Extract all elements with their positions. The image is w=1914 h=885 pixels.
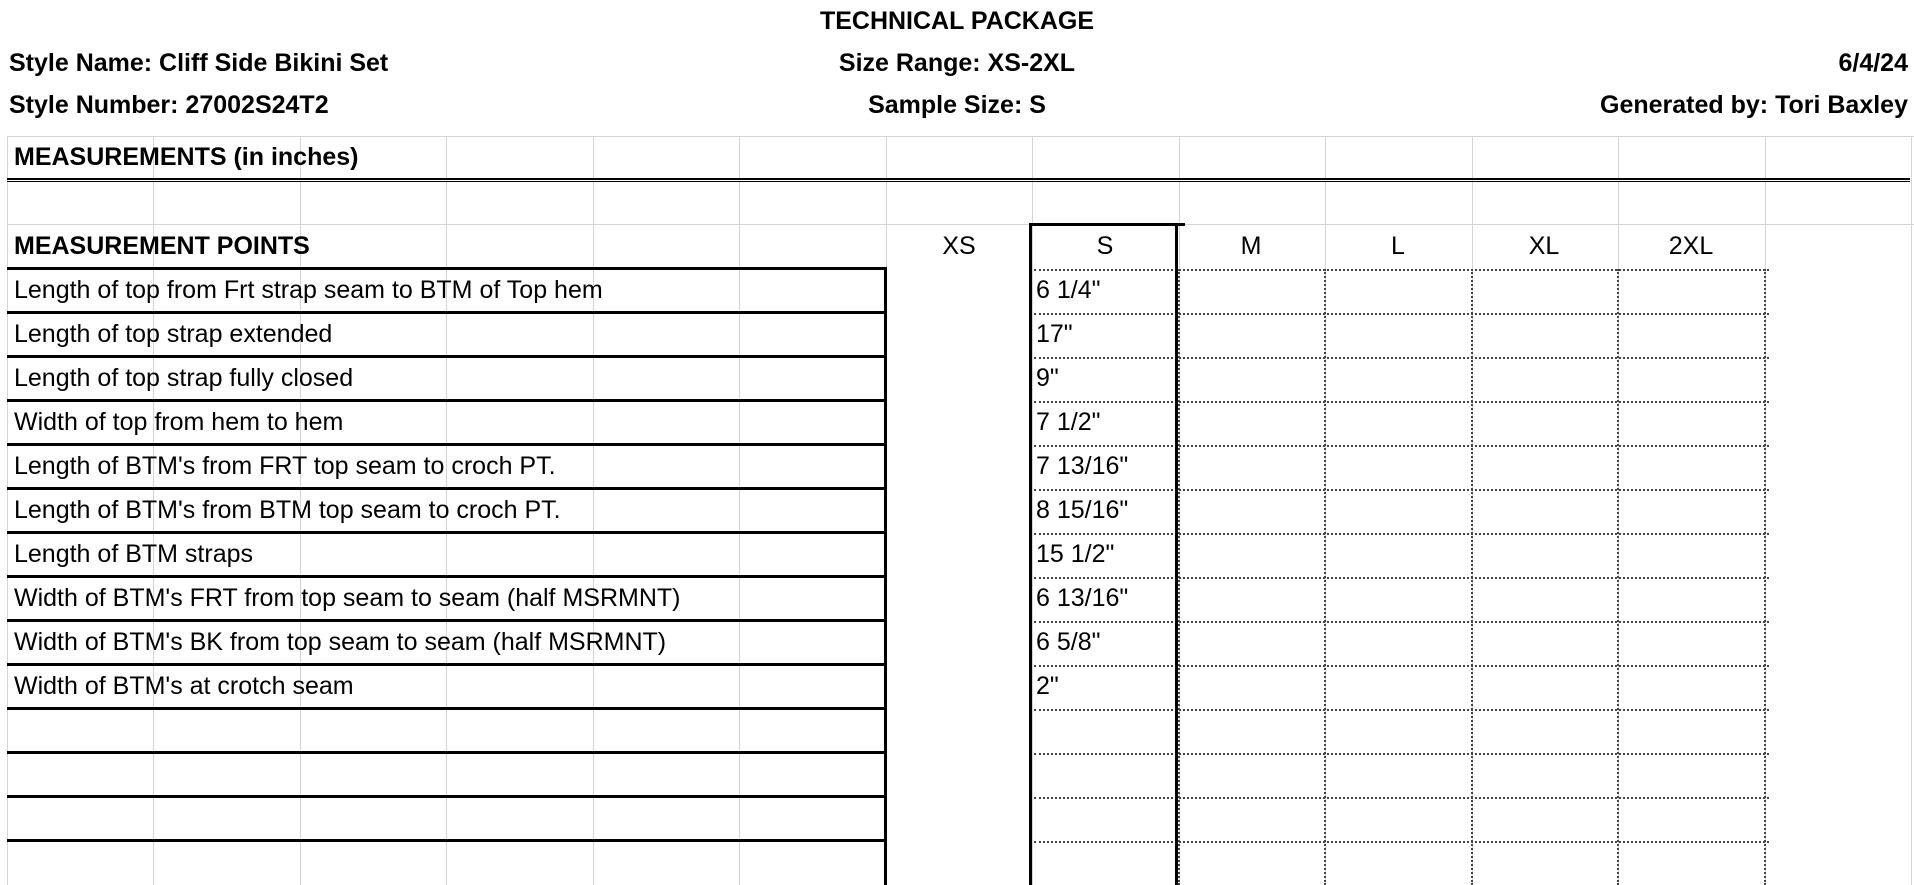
dotted-line: [1034, 269, 1769, 271]
row-border: [7, 311, 886, 314]
dotted-line: [1034, 709, 1769, 711]
gridline: [739, 136, 740, 885]
dotted-line: [1034, 313, 1769, 315]
dotted-line: [1034, 577, 1769, 579]
gridline: [593, 136, 594, 885]
measurement-value-s: 7 13/16": [1036, 452, 1129, 480]
row-border: [7, 751, 886, 754]
dotted-line: [1034, 401, 1769, 403]
double-border: [7, 178, 1910, 182]
dotted-line: [1034, 445, 1769, 447]
column-border: [884, 267, 887, 885]
measurement-label: Width of top from hem to hem: [14, 408, 344, 436]
sample-size: Sample Size: S: [868, 91, 1046, 119]
measurement-points-header: MEASUREMENT POINTS: [14, 232, 310, 260]
row-border: [7, 443, 886, 446]
size-header-s: S: [1096, 232, 1114, 260]
size-header-m: M: [1240, 232, 1262, 260]
row-border: [7, 707, 886, 710]
section-title: MEASUREMENTS (in inches): [14, 143, 359, 171]
gridline: [7, 136, 1914, 137]
dotted-line: [1034, 489, 1769, 491]
measurement-label: Length of BTM's from BTM top seam to croch PT.: [14, 496, 561, 524]
measurement-value-s: 6 5/8": [1036, 628, 1101, 656]
size-value-grid: [1034, 269, 1769, 885]
sample-column-border: [1029, 223, 1185, 226]
measurement-label: Length of top strap fully closed: [14, 364, 354, 392]
dotted-line: [1034, 357, 1769, 359]
sample-column-border: [1029, 223, 1032, 885]
dotted-line: [1034, 797, 1769, 799]
row-border: [7, 663, 886, 666]
dotted-line: [1034, 665, 1769, 667]
dotted-line: [1034, 841, 1769, 843]
size-header-l: L: [1391, 232, 1405, 260]
size-header-xs: XS: [942, 232, 976, 260]
row-border: [7, 399, 886, 402]
measurement-value-s: 6 1/4": [1036, 276, 1101, 304]
measurement-label: Width of BTM's BK from top seam to seam (half MSRMNT): [14, 628, 667, 656]
document-date: 6/4/24: [1838, 49, 1908, 77]
dotted-line: [1034, 753, 1769, 755]
gridline: [1911, 136, 1912, 885]
measurement-label: Length of BTM's from FRT top seam to croch PT.: [14, 452, 556, 480]
measurement-value-s: 7 1/2": [1036, 408, 1101, 436]
style-number: Style Number: 27002S24T2: [9, 91, 329, 119]
row-border: [7, 839, 886, 842]
measurement-label: Length of top strap extended: [14, 320, 333, 348]
size-header-xl: XL: [1528, 232, 1560, 260]
row-border: [7, 355, 886, 358]
measurement-value-s: 8 15/16": [1036, 496, 1129, 524]
sample-column-border: [1175, 223, 1178, 885]
row-border: [7, 487, 886, 490]
measurement-label: Width of BTM's at crotch seam: [14, 672, 354, 700]
style-name: Style Name: Cliff Side Bikini Set: [9, 49, 389, 77]
gridline: [7, 136, 8, 885]
row-border: [7, 619, 886, 622]
measurement-value-s: 2": [1036, 672, 1059, 700]
measurement-value-s: 15 1/2": [1036, 540, 1115, 568]
measurement-label: Length of BTM straps: [14, 540, 254, 568]
dotted-line: [1034, 533, 1769, 535]
gridline: [7, 224, 1914, 225]
measurement-label: Width of BTM's FRT from top seam to seam (half MSRMNT): [14, 584, 681, 612]
measurement-label: Length of top from Frt strap seam to BTM of Top hem: [14, 276, 603, 304]
row-border: [7, 531, 886, 534]
size-range: Size Range: XS-2XL: [838, 49, 1076, 77]
row-border: [7, 795, 886, 798]
measurement-value-s: 17": [1036, 320, 1073, 348]
size-header-2xl: 2XL: [1668, 232, 1714, 260]
row-border: [7, 267, 886, 270]
measurement-value-s: 9": [1036, 364, 1059, 392]
document-title: TECHNICAL PACKAGE: [819, 7, 1095, 35]
measurement-value-s: 6 13/16": [1036, 584, 1129, 612]
dotted-line: [1034, 621, 1769, 623]
generated-by: Generated by: Tori Baxley: [1600, 91, 1908, 119]
row-border: [7, 575, 886, 578]
